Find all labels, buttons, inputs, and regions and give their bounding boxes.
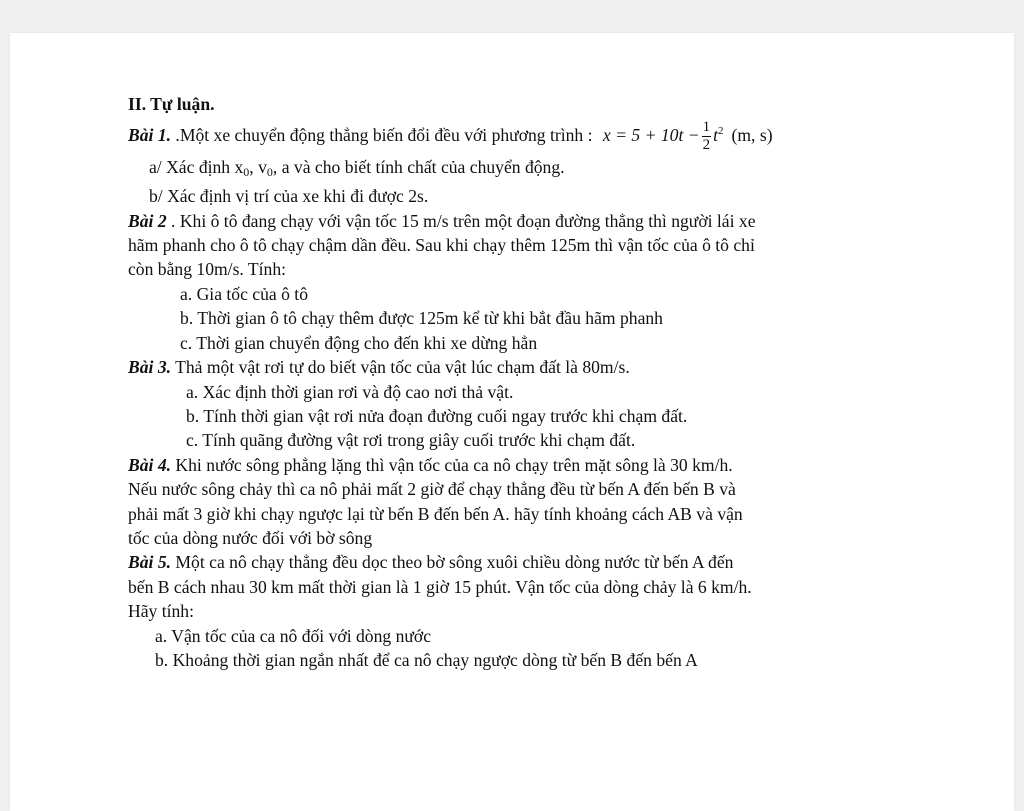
exercise-1-part-b: b/ Xác định vị trí của xe khi đi được 2s. [149, 186, 429, 207]
exercise-3-item-a: a. Xác định thời gian rơi và độ cao nơi thả vật. [186, 381, 514, 402]
exercise-3-label: Bài 3. [128, 357, 172, 378]
motion-equation [603, 119, 773, 154]
exercise-1-statement [128, 119, 908, 154]
fraction-denominator: 2 [702, 136, 711, 153]
exercise-5-text: Một ca nô chạy thẳng đều dọc theo bờ sông xuôi chiều dòng nước từ bến A đến [171, 552, 734, 573]
exercise-5-item-a: a. Vận tốc của ca nô đối với dòng nước [155, 625, 432, 646]
equation-units: (m, s) [731, 125, 773, 146]
exercise-5-label: Bài 5. [128, 552, 172, 573]
exercise-3-item-b: b. Tính thời gian vật rơi nửa đoạn đường cuối ngay trước khi chạm đất. [186, 405, 688, 426]
exercise-2-label: Bài 2 [128, 210, 167, 231]
exercise-2-item-c: c. Thời gian chuyển động cho đến khi xe dừng hẳn [180, 332, 538, 353]
part-a-text: a/ Xác định x [149, 156, 244, 177]
exercise-1-label: Bài 1. [128, 125, 172, 146]
part-a-mid: , v [249, 156, 267, 177]
section-heading: II. Tự luận. [128, 94, 215, 114]
subscript-x0: 0 [243, 164, 250, 179]
exercise-5-line-2: bến B cách nhau 30 km mất thời gian là 1 giờ 15 phút. Vận tốc của dòng chảy là 6 km/h. [128, 576, 752, 597]
part-a-tail: , a và cho biết tính chất của chuyển động. [272, 156, 565, 177]
document-body [128, 92, 908, 672]
exercise-2-line-2: hãm phanh cho ô tô chạy chậm dần đều. Sau khi chạy thêm 125m thì vận tốc của ô tô chỉ [128, 235, 755, 256]
exercise-4-line-4: tốc của dòng nước đối với bờ sông [128, 527, 373, 548]
exercise-2-item-b: b. Thời gian ô tô chạy thêm được 125m kể từ khi bắt đầu hãm phanh [180, 308, 663, 329]
equation-variable-t: t [713, 125, 719, 146]
exercise-5-line-1 [128, 550, 908, 574]
exercise-3-item-c: c. Tính quãng đường vật rơi trong giây cuối trước khi chạm đất. [186, 430, 636, 451]
exercise-5-item-b: b. Khoảng thời gian ngắn nhất để ca nô chạy ngược dòng từ bến B đến bến A [155, 649, 698, 670]
exercise-4-line-3: phải mất 3 giờ khi chạy ngược lại từ bến B đến bến A. hãy tính khoảng cách AB và vận [128, 503, 743, 524]
exercise-3-text: Thả một vật rơi tự do biết vận tốc của vật lúc chạm đất là 80m/s. [171, 357, 630, 378]
equation-fraction [702, 119, 712, 154]
exercise-2-text: . Khi ô tô đang chạy với vận tốc 15 m/s trên một đoạn đường thẳng thì người lái xe [166, 210, 756, 231]
subscript-v0: 0 [266, 164, 273, 179]
equation-exponent: 2 [718, 125, 724, 138]
exercise-1-text: .Một xe chuyển động thẳng biến đổi đều với phương trình : [171, 125, 597, 146]
exercise-4-label: Bài 4. [128, 454, 172, 475]
exercise-3-statement [128, 355, 908, 379]
exercise-2-line-3: còn bằng 10m/s. Tính: [128, 259, 287, 280]
exercise-5-line-3: Hãy tính: [128, 601, 194, 622]
exercise-4-line-2: Nếu nước sông chảy thì ca nô phải mất 2 giờ để chạy thẳng đều từ bến A đến bến B và [128, 479, 736, 500]
exercise-1-part-a [128, 155, 908, 184]
exercise-4-line-1 [128, 453, 908, 477]
fraction-numerator: 1 [702, 118, 711, 135]
exercise-2-line-1 [128, 209, 908, 233]
equation-left: x = 5 + 10t − [602, 125, 700, 146]
exercise-4-text: Khi nước sông phẳng lặng thì vận tốc của ca nô chạy trên mặt sông là 30 km/h. [171, 454, 733, 475]
exercise-2-item-a: a. Gia tốc của ô tô [180, 283, 308, 304]
document-page [10, 33, 1014, 811]
